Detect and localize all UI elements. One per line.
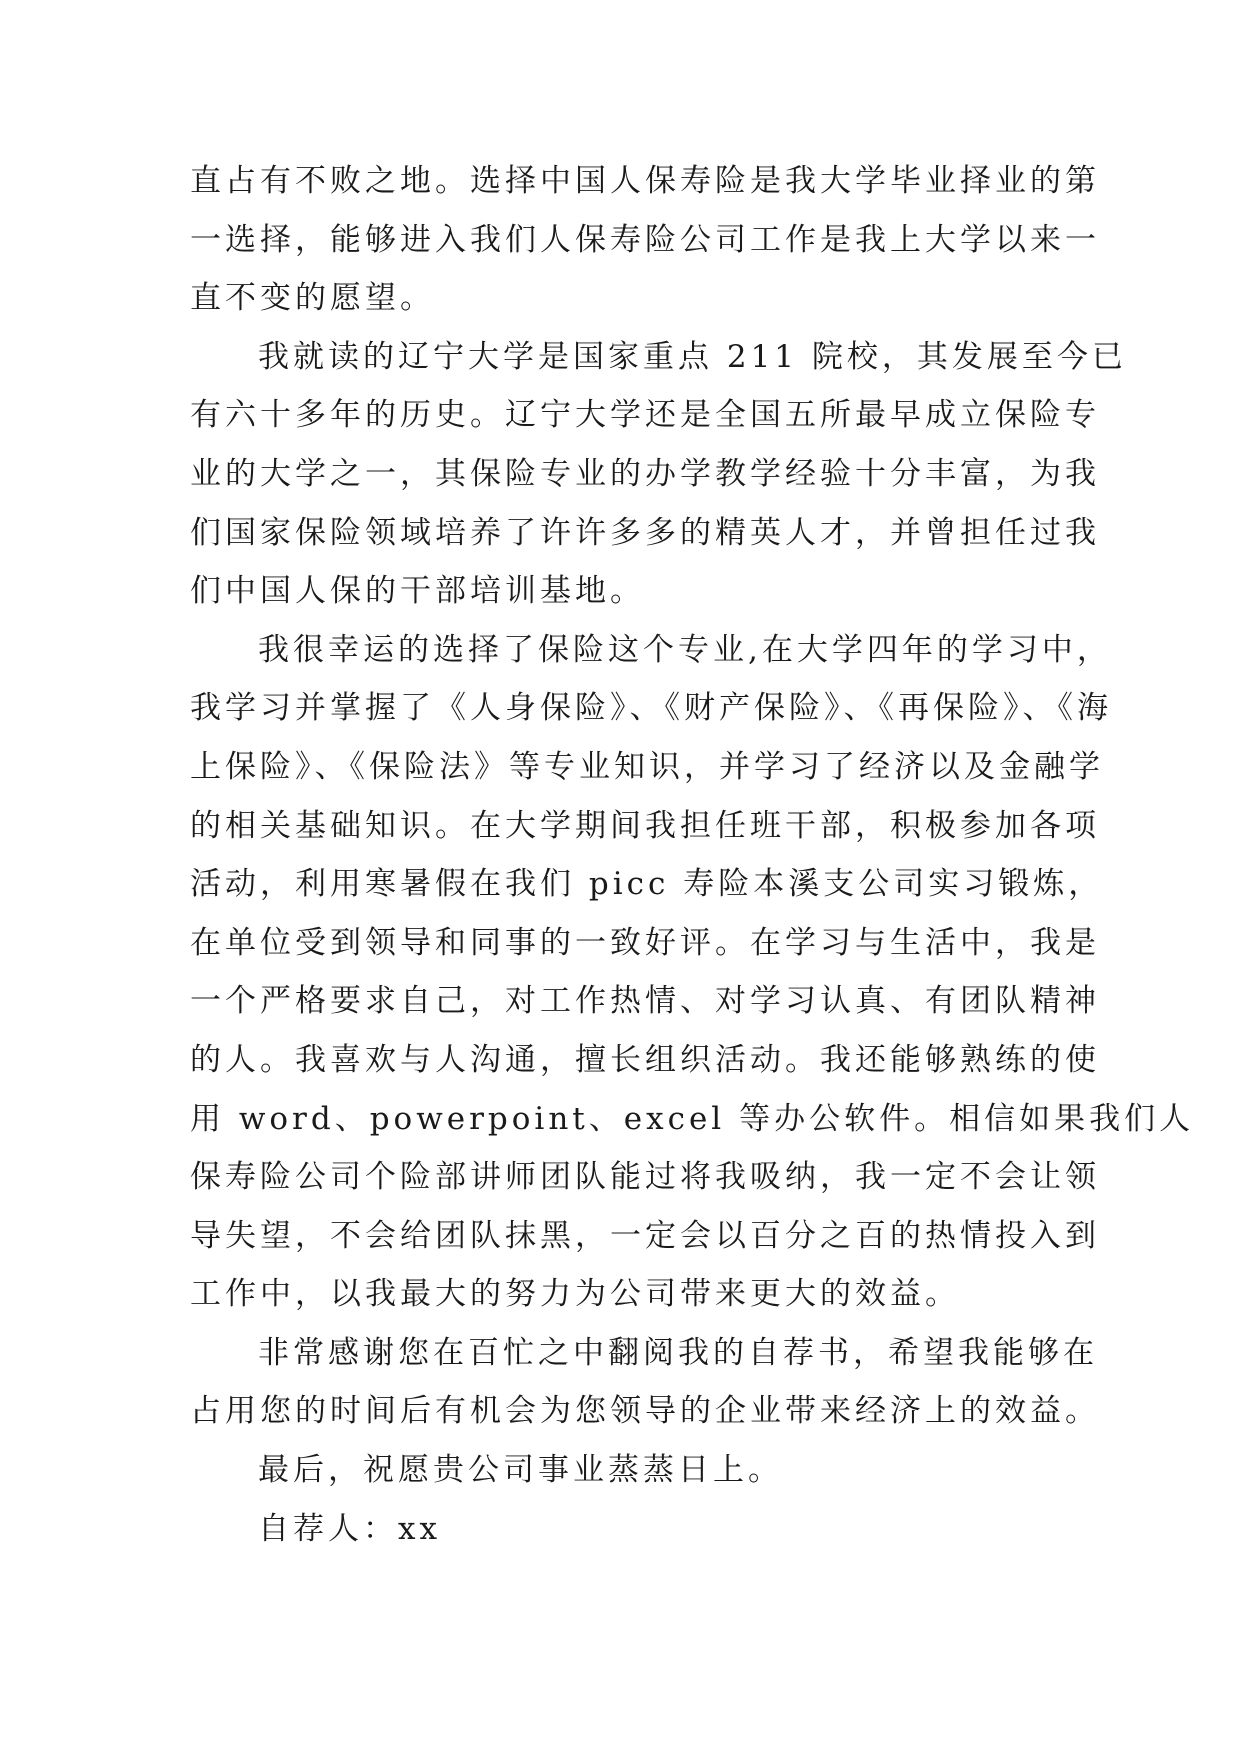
text-line: 在单位受到领导和同事的一致好评。在学习与生活中，我是 [190,924,1100,961]
text-line: 的人。我喜欢与人沟通，擅长组织活动。我还能够熟练的使 [190,1041,1100,1078]
text-line: 占用您的时间后有机会为您领导的企业带来经济上的效益。 [190,1393,1100,1430]
text-line: 业的大学之一，其保险专业的办学教学经验十分丰富，为我 [190,455,1100,492]
text-line: 们中国人保的干部培训基地。 [190,573,645,610]
closing-line: 最后，祝愿贵公司事业蒸蒸日上。 [258,1452,783,1489]
text-line: 保寿险公司个险部讲师团队能过将我吸纳，我一定不会让领 [190,1159,1100,1196]
signature-line: 自荐人：xx [258,1510,441,1547]
text-line: 们国家保险领域培养了许许多多的精英人才，并曾担任过我 [190,514,1100,551]
text-line: 我学习并掌握了《人身保险》、《财产保险》、《再保险》、《海 [190,690,1112,727]
paragraph-start-line: 我很幸运的选择了保险这个专业,在大学四年的学习中， [258,631,1112,668]
text-line: 活动，利用寒暑假在我们 picc 寿险本溪支公司实习锻炼， [190,866,1104,903]
text-line: 导失望，不会给团队抹黑，一定会以百分之百的热情投入到 [190,1217,1100,1254]
paragraph-start-line: 非常感谢您在百忙之中翻阅我的自荐书，希望我能够在 [258,1334,1098,1371]
text-line: 上保险》、《保险法》等专业知识，并学习了经济以及金融学 [190,748,1104,785]
text-line: 用 word、powerpoint、excel 等办公软件。相信如果我们人 [190,1100,1195,1137]
text-line: 的相关基础知识。在大学期间我担任班干部，积极参加各项 [190,807,1100,844]
letter-body [190,152,1195,1558]
text-line: 直占有不败之地。选择中国人保寿险是我大学毕业择业的第 [190,163,1100,199]
text-line: 直不变的愿望。 [190,280,435,317]
text-line: 工作中，以我最大的努力为公司带来更大的效益。 [190,1276,960,1313]
paragraph-start-line: 我就读的辽宁大学是国家重点 211 院校，其发展至今已 [258,338,1127,375]
text-line: 一选择，能够进入我们人保寿险公司工作是我上大学以来一 [190,221,1100,258]
text-line: 一个严格要求自己，对工作热情、对学习认真、有团队精神 [190,983,1100,1020]
text-line: 有六十多年的历史。辽宁大学还是全国五所最早成立保险专 [190,397,1100,434]
